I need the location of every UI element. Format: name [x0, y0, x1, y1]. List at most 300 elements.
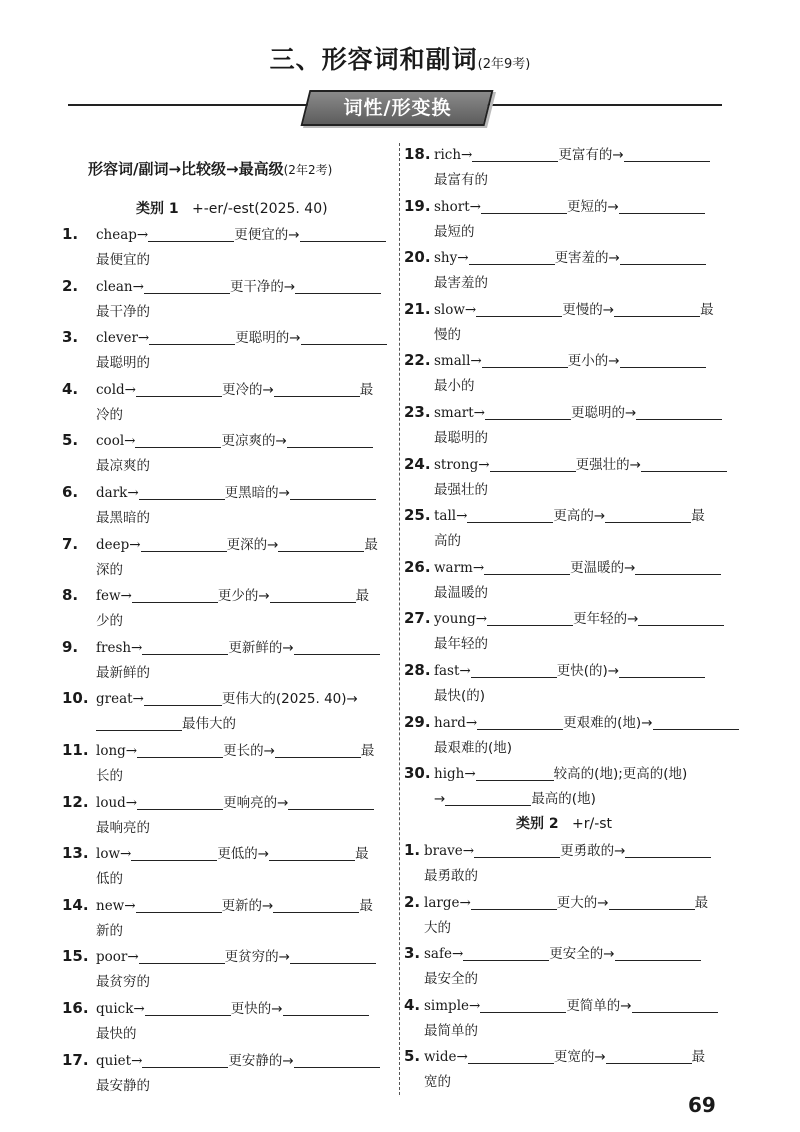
item-second-line — [404, 167, 734, 193]
item-second-line — [404, 683, 734, 709]
comparative-hint: 更深的→ — [226, 536, 279, 553]
item-second-line — [404, 863, 734, 889]
superlative-blank[interactable] — [287, 431, 373, 448]
comparative-hint: 更干净的→ — [229, 278, 296, 295]
item-second-line — [404, 580, 734, 606]
comparative-blank[interactable] — [469, 248, 555, 265]
comparative-blank[interactable] — [135, 431, 221, 448]
item-number: 20. — [404, 248, 431, 267]
superlative-prefix: 最 — [359, 897, 373, 914]
superlative-blank[interactable] — [615, 944, 701, 961]
item-second-line — [404, 219, 734, 245]
item-second-line — [404, 735, 734, 761]
comparative-blank[interactable] — [481, 197, 567, 214]
item-base-word: low→ — [96, 846, 132, 863]
item-second-line — [404, 786, 734, 812]
superlative-hint: 最高的(地) — [531, 791, 596, 808]
item-base-word: short→ — [434, 198, 481, 215]
item-first-line — [62, 892, 392, 918]
superlative-blank[interactable] — [294, 638, 380, 655]
comparative-hint: 更便宜的→ — [234, 227, 300, 243]
item-first-line — [404, 193, 734, 219]
comparative-blank[interactable] — [137, 741, 223, 758]
item-base-word: hard→ — [434, 714, 478, 731]
item-second-line — [404, 528, 734, 554]
comparative-blank[interactable] — [467, 506, 553, 523]
superlative-prefix: 最 — [355, 588, 370, 605]
exercise-item — [404, 399, 734, 451]
banner-rule-left — [68, 104, 308, 106]
comparative-blank[interactable] — [482, 351, 568, 368]
item-second-line — [62, 918, 392, 944]
superlative-blank[interactable] — [283, 999, 369, 1016]
item-second-line — [62, 1073, 392, 1099]
item-first-line — [404, 451, 734, 477]
superlative-hint: 最新鲜的 — [96, 664, 150, 681]
section-title-text: 形容词/副词→比较级→最高级 — [88, 160, 284, 178]
item-base-word: quick→ — [96, 1001, 145, 1017]
comparative-blank[interactable] — [136, 896, 222, 913]
item-base-word: fresh→ — [96, 639, 143, 656]
item-base-word: poor→ — [96, 949, 139, 966]
exercise-item — [404, 605, 734, 657]
superlative-hint: 最贫穷的 — [96, 974, 150, 991]
item-first-line — [404, 347, 734, 373]
item-base-word: clean→ — [96, 278, 144, 295]
category-2-heading — [516, 813, 612, 833]
comparative-blank[interactable] — [145, 999, 231, 1016]
superlative-hint: 最勇敢的 — [424, 868, 478, 884]
section-title — [88, 158, 332, 179]
item-base-word: cheap→ — [96, 227, 149, 243]
comparative-blank[interactable] — [144, 277, 230, 294]
item-number: 21. — [404, 299, 431, 318]
item-second-line — [62, 453, 392, 479]
item-second-line — [404, 915, 734, 941]
superlative-hint: 最便宜的 — [96, 252, 150, 268]
item-base-word: safe→ — [424, 946, 464, 963]
comparative-hint: 更强壮的→ — [575, 456, 641, 473]
comparative-blank[interactable] — [485, 403, 571, 420]
superlative-blank[interactable] — [636, 403, 722, 420]
exercise-item — [404, 889, 734, 941]
superlative-hint: 最聪明的 — [96, 355, 150, 372]
item-first-line — [62, 634, 392, 660]
exercise-item — [62, 582, 392, 634]
exercise-item — [62, 892, 392, 944]
item-first-line — [404, 296, 734, 322]
superlative-hint: 最响亮的 — [96, 819, 150, 836]
item-base-word: fast→ — [434, 663, 471, 679]
exercise-item — [62, 789, 392, 841]
item-base-word: shy→ — [434, 250, 469, 267]
item-number: 28. — [404, 661, 431, 679]
comparative-hint: 更富有的→ — [558, 147, 624, 163]
exercise-item — [62, 479, 392, 531]
superlative-blank[interactable] — [619, 197, 705, 214]
superlative-blank[interactable] — [294, 1051, 380, 1068]
item-second-line — [404, 425, 734, 451]
item-base-word: rich→ — [434, 147, 473, 163]
comparative-hint: 更勇敢的→ — [560, 843, 626, 859]
item-second-line — [62, 402, 392, 428]
superlative-prefix: 最 — [360, 743, 375, 759]
item-base-word: tall→ — [434, 508, 468, 525]
comparative-blank[interactable] — [472, 145, 558, 162]
superlative-blank[interactable] — [288, 793, 374, 810]
superlative-blank[interactable] — [300, 225, 386, 242]
exercise-item — [62, 995, 392, 1047]
item-base-word: strong→ — [434, 456, 490, 473]
superlative-blank[interactable] — [606, 1047, 692, 1064]
exercise-item — [404, 193, 734, 245]
item-second-line — [404, 477, 734, 503]
superlative-blank[interactable] — [632, 996, 718, 1013]
item-number: 26. — [404, 557, 431, 576]
exercise-item — [62, 685, 392, 737]
superlative-blank[interactable] — [278, 535, 364, 552]
comparative-blank[interactable] — [131, 844, 217, 861]
superlative-blank[interactable] — [638, 609, 724, 626]
item-base-word: great→ — [96, 691, 144, 708]
item-first-line — [62, 789, 392, 815]
superlative-blank[interactable] — [653, 713, 739, 730]
item-first-line — [404, 605, 734, 631]
superlative-arrow: → — [434, 791, 446, 808]
item-second-line — [62, 866, 392, 892]
comparative-blank[interactable] — [490, 455, 576, 472]
superlative-hint: 最富有的 — [434, 172, 488, 188]
superlative-blank[interactable] — [274, 380, 360, 397]
item-first-line — [404, 657, 734, 683]
superlative-hint: 最安静的 — [96, 1077, 150, 1094]
superlative-blank[interactable] — [269, 844, 355, 861]
exercise-item — [62, 943, 392, 995]
item-first-line — [404, 502, 734, 528]
item-number: 29. — [404, 712, 431, 731]
superlative-prefix: 最 — [700, 301, 714, 318]
superlative-blank[interactable] — [624, 145, 710, 162]
item-number: 27. — [404, 609, 431, 628]
comparative-blank[interactable] — [474, 841, 560, 858]
item-second-line — [62, 660, 392, 686]
item-number: 1. — [62, 225, 79, 243]
item-first-line — [404, 992, 734, 1018]
superlative-hint: 最艰难的(地) — [434, 739, 513, 756]
comparative-hint: 更新鲜的→ — [228, 639, 294, 656]
superlative-blank[interactable] — [605, 506, 691, 523]
superlative-blank[interactable] — [619, 661, 705, 678]
item-base-word: young→ — [434, 611, 488, 628]
superlative-hint: 最年轻的 — [434, 636, 488, 653]
item-first-line — [62, 943, 392, 969]
item-number: 8. — [62, 586, 79, 605]
exercise-item — [404, 657, 734, 709]
superlative-blank[interactable] — [635, 558, 721, 575]
exercise-item — [404, 347, 734, 399]
item-first-line — [62, 1047, 392, 1073]
item-first-line — [404, 554, 734, 580]
item-number: 9. — [62, 637, 79, 656]
item-base-word: small→ — [434, 353, 482, 370]
comparative-blank[interactable] — [142, 1051, 228, 1068]
comparative-hint: 更高的→ — [553, 508, 606, 525]
comparative-hint: 更少的→ — [217, 588, 270, 605]
item-base-word: wide→ — [424, 1049, 468, 1066]
item-second-line — [404, 1018, 734, 1044]
comparative-hint: 更安全的→ — [549, 946, 615, 963]
superlative-blank[interactable] — [273, 896, 359, 913]
superlative-hint: 最温暖的 — [434, 584, 488, 601]
item-number: 17. — [62, 1050, 89, 1069]
comparative-hint: 更响亮的→ — [223, 794, 289, 811]
superlative-hint: 高的 — [434, 533, 461, 550]
comparative-hint: 更简单的→ — [566, 997, 632, 1014]
category-1-rule: +-er/-est(2025. 40) — [191, 201, 328, 217]
item-number: 2. — [62, 276, 79, 295]
superlative-prefix: 最 — [355, 846, 369, 863]
comparative-blank[interactable] — [484, 558, 570, 575]
item-number: 10. — [62, 689, 89, 708]
item-second-line — [62, 608, 392, 634]
superlative-hint: 最伟大的 — [182, 716, 236, 733]
superlative-blank[interactable] — [270, 586, 356, 603]
item-second-line — [62, 505, 392, 531]
superlative-blank[interactable] — [295, 277, 381, 294]
item-number: 14. — [62, 895, 89, 914]
superlative-hint: 最害羞的 — [434, 275, 488, 292]
exercise-item — [404, 502, 734, 554]
item-first-line — [404, 399, 734, 425]
comparative-blank[interactable] — [463, 944, 549, 961]
category-1-name: 类别 1 — [136, 201, 179, 217]
superlative-prefix: 最 — [691, 1049, 706, 1066]
item-base-word: brave→ — [424, 843, 475, 859]
comparative-hint: 更冷的→ — [221, 381, 274, 398]
comparative-hint: 更低的→ — [217, 846, 270, 863]
item-number: 16. — [62, 999, 89, 1017]
comparative-blank[interactable] — [476, 764, 554, 781]
exercise-item — [404, 992, 734, 1044]
item-first-line — [62, 531, 392, 557]
item-second-line — [62, 299, 392, 325]
item-number: 1. — [404, 841, 421, 859]
superlative-hint: 最强壮的 — [434, 481, 488, 498]
item-second-line — [404, 1069, 734, 1095]
item-second-line — [62, 969, 392, 995]
superlative-blank[interactable] — [445, 789, 531, 806]
comparative-hint: 更黑暗的→ — [224, 485, 290, 501]
item-number: 23. — [404, 403, 431, 421]
superlative-hint: 最小的 — [434, 378, 475, 395]
exercise-item — [62, 273, 392, 325]
superlative-prefix: 最 — [694, 894, 709, 911]
exercise-item — [404, 709, 734, 761]
superlative-hint: 长的 — [96, 768, 123, 784]
item-first-line — [62, 840, 392, 866]
comparative-blank[interactable] — [141, 535, 227, 552]
superlative-hint: 最安全的 — [424, 971, 478, 988]
comparative-hint: 更快的→ — [230, 1001, 283, 1017]
comparative-blank[interactable] — [137, 793, 223, 810]
superlative-hint: 最干净的 — [96, 303, 150, 320]
comparative-blank[interactable] — [471, 661, 557, 678]
superlative-blank[interactable] — [620, 351, 706, 368]
exercise-item — [62, 427, 392, 479]
item-second-line — [62, 815, 392, 841]
comparative-hint: 更害羞的→ — [554, 250, 620, 267]
comparative-blank[interactable] — [480, 996, 566, 1013]
superlative-blank[interactable] — [96, 714, 182, 731]
item-base-word: quiet→ — [96, 1052, 143, 1069]
comparative-blank[interactable] — [477, 713, 563, 730]
comparative-blank[interactable] — [148, 225, 234, 242]
item-number: 2. — [404, 892, 421, 911]
comparative-hint: 更聪明的→ — [570, 405, 637, 421]
exercise-item — [404, 141, 734, 193]
item-second-line — [404, 270, 734, 296]
comparative-hint: 较高的(地);更高的(地) — [553, 766, 688, 783]
item-number: 25. — [404, 506, 431, 525]
superlative-blank[interactable] — [625, 841, 711, 858]
superlative-blank[interactable] — [614, 300, 700, 317]
superlative-prefix: 最 — [364, 536, 378, 553]
superlative-prefix: 最 — [359, 381, 374, 398]
title-exam-note: (2年9考) — [477, 57, 531, 72]
item-first-line — [62, 685, 392, 711]
exercise-item — [62, 634, 392, 686]
item-second-line — [62, 350, 392, 376]
superlative-blank[interactable] — [275, 741, 361, 758]
superlative-blank[interactable] — [290, 947, 376, 964]
item-number: 3. — [404, 944, 421, 963]
item-first-line — [404, 709, 734, 735]
comparative-hint: 更聪明的→ — [235, 330, 301, 347]
superlative-blank[interactable] — [609, 893, 695, 910]
item-base-word: loud→ — [96, 794, 138, 811]
item-base-word: clever→ — [96, 330, 150, 347]
superlative-hint: 深的 — [96, 561, 123, 578]
page-title — [0, 40, 800, 76]
exercise-item — [62, 1047, 392, 1099]
exercise-item — [404, 451, 734, 503]
superlative-hint: 宽的 — [424, 1074, 451, 1091]
comparative-hint: 更凉爽的→ — [221, 433, 287, 450]
superlative-prefix: 最 — [691, 508, 705, 525]
item-number: 3. — [62, 328, 79, 347]
comparative-blank[interactable] — [149, 328, 235, 345]
superlative-blank[interactable] — [301, 328, 387, 345]
item-first-line — [62, 737, 392, 763]
superlative-hint: 最短的 — [434, 223, 475, 240]
superlative-hint: 慢的 — [434, 326, 461, 343]
item-number: 15. — [62, 947, 89, 966]
comparative-hint: 更伟大的(2025. 40)→ — [221, 691, 358, 708]
item-number: 13. — [62, 844, 89, 863]
comparative-blank[interactable] — [136, 380, 222, 397]
item-number: 7. — [62, 534, 79, 553]
superlative-hint: 最快(的) — [434, 688, 486, 704]
comparative-blank[interactable] — [487, 609, 573, 626]
item-number: 19. — [404, 196, 431, 215]
item-number: 4. — [62, 379, 79, 398]
column-divider — [399, 143, 400, 1095]
exercise-item — [404, 940, 734, 992]
exercise-item — [62, 324, 392, 376]
superlative-hint: 最快的 — [96, 1026, 137, 1042]
superlative-hint: 低的 — [96, 871, 123, 888]
item-base-word: large→ — [424, 894, 471, 911]
item-first-line — [62, 273, 392, 299]
exercise-item — [62, 221, 392, 273]
item-number: 5. — [404, 1047, 421, 1066]
item-base-word: cold→ — [96, 381, 136, 398]
item-base-word: cool→ — [96, 433, 136, 450]
comparative-hint: 更短的→ — [566, 198, 619, 215]
item-second-line — [62, 557, 392, 583]
item-second-line — [62, 1021, 392, 1047]
comparative-hint: 更宽的→ — [553, 1049, 606, 1066]
comparative-hint: 更小的→ — [567, 353, 620, 370]
superlative-hint: 最凉爽的 — [96, 458, 150, 475]
superlative-hint: 新的 — [96, 922, 123, 939]
item-number: 18. — [404, 145, 431, 163]
item-number: 22. — [404, 351, 431, 370]
page-number: 69 — [688, 1093, 716, 1117]
comparative-blank[interactable] — [139, 483, 225, 500]
item-second-line — [404, 322, 734, 348]
comparative-blank[interactable] — [144, 689, 222, 706]
item-second-line — [62, 763, 392, 789]
item-first-line — [404, 889, 734, 915]
section-banner-label: 词性/形变换 — [343, 97, 452, 119]
item-base-word: warm→ — [434, 559, 485, 576]
comparative-blank[interactable] — [132, 586, 218, 603]
superlative-blank[interactable] — [620, 248, 706, 265]
comparative-hint: 更年轻的→ — [573, 611, 639, 628]
comparative-blank[interactable] — [139, 947, 225, 964]
comparative-hint: 更安静的→ — [228, 1052, 294, 1069]
exercise-item — [404, 760, 734, 812]
exercise-item — [62, 840, 392, 892]
item-first-line — [404, 837, 734, 863]
item-second-line — [404, 966, 734, 992]
exercise-item — [404, 837, 734, 889]
item-first-line — [62, 427, 392, 453]
comparative-blank[interactable] — [468, 1047, 554, 1064]
item-first-line — [62, 995, 392, 1021]
comparative-blank[interactable] — [476, 300, 562, 317]
page-title-text: 三、形容词和副词 — [269, 45, 478, 74]
item-number: 12. — [62, 792, 89, 811]
superlative-hint: 冷的 — [96, 406, 123, 423]
superlative-blank[interactable] — [290, 483, 376, 500]
superlative-hint: 最黑暗的 — [96, 510, 150, 526]
superlative-blank[interactable] — [641, 455, 727, 472]
comparative-blank[interactable] — [471, 893, 557, 910]
comparative-hint: 更慢的→ — [562, 301, 615, 318]
item-second-line — [404, 373, 734, 399]
comparative-hint: 更贫穷的→ — [224, 949, 290, 966]
superlative-hint: 最简单的 — [424, 1022, 478, 1039]
item-number: 4. — [404, 995, 421, 1014]
comparative-hint: 更快(的)→ — [556, 663, 620, 679]
item-first-line — [404, 141, 734, 167]
item-first-line — [62, 479, 392, 505]
exercise-item — [62, 376, 392, 428]
comparative-blank[interactable] — [142, 638, 228, 655]
exercise-item — [62, 531, 392, 583]
